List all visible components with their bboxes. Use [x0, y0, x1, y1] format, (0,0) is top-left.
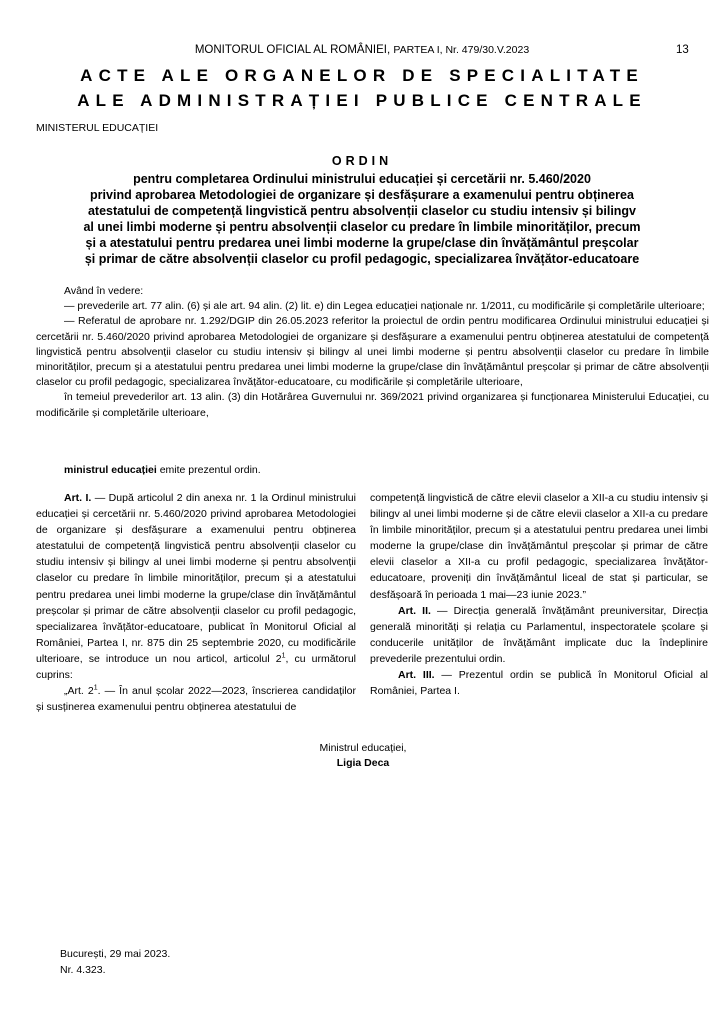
place-date: București, 29 mai 2023.	[60, 948, 171, 960]
article-2-1-continued: competență lingvistică de către elevii claselor a XII-a cu studiu intensiv și bilingv al unei limbi moderne și de către elevii claselor a XII-a cu predare în limbile minorităților, precum și a atestatului pentru predarea unei limbi moderne la grupe/clase din învățământul preșcolar și primar de către elevii claselor a XII-a cu profil pedagogic, specializarea învățător-educatoare, proveniți din învățământul liceal de stat și particular, se desfășoară în perioada 1 mai—23 iunie 2023.”	[370, 492, 708, 601]
order-title-line: al unei limbi moderne și pentru absolvenții claselor cu predare în limbile minorităților, precum	[83, 220, 641, 234]
emit-minister: ministrul educației	[64, 464, 157, 476]
right-column	[370, 490, 708, 699]
signature-role: Ministrul educației,	[319, 742, 407, 754]
order-title-line: pentru completarea Ordinului ministrului educației și cercetării nr. 5.460/2020	[133, 172, 591, 186]
order-title-line: și a atestatului pentru predarea unei limbi moderne la grupe/clase din învățământul preșcolar	[85, 236, 639, 250]
emit-text: emite prezentul ordin.	[156, 464, 261, 476]
order-title-line: și primar de către absolvenții claselor cu profil pedagogic, specializarea învățător-educatoare	[84, 252, 640, 266]
running-head-main: MONITORUL OFICIAL AL ROMÂNIEI,	[194, 44, 394, 56]
preamble-item-referat: — Referatul de aprobare nr. 1.292/DGIP din 26.05.2023 referitor la proiectul de ordin pentru modificarea Ordinului ministrului educației și cercetării nr. 5.460/2020 privind aprobarea Metodologiei de organizare și desfășurare a examenului pentru obținerea atestatului de competență lingvistică pentru absolvenții claselor cu studiu intensiv și bilingv al unei limbi moderne și pentru absolvenții claselor cu predare în limbile minorităților, precum și a atestatului pentru predarea unei limbi moderne la grupe/clase din învățământul preșcolar și primar de către absolvenții claselor cu profil pedagogic, specializarea învățător-educatoare, cu modificările și completările ulterioare,	[36, 315, 709, 389]
preamble-item-hg: în temeiul prevederilor art. 13 alin. (3) din Hotărârea Guvernului nr. 369/2021 privind organizarea și funcționarea Ministerului Educației, cu modificările și completările ulterioare,	[36, 391, 709, 419]
section-title-line-1: ACTE ALE ORGANELOR DE SPECIALITATE	[80, 66, 644, 85]
running-head-small: PARTEA I, Nr. 479/30.V.2023	[393, 44, 530, 56]
article-3	[370, 667, 708, 699]
article-2-text: — Direcția generală învățământ preuniversitar, Direcția generală minorități și relația cu Parlamentul, inspectoratele școlare și conducerile unităților de învățământ implicate duc la îndeplinire prevederile prezentului ordin.	[370, 604, 708, 665]
article-3-label: Art. III.	[398, 669, 435, 682]
order-heading: ORDIN	[331, 154, 393, 168]
article-2	[370, 603, 708, 667]
order-title-line: atestatului de competență lingvistică pentru absolvenții claselor cu studiu intensiv și bilingv	[87, 204, 637, 218]
preamble	[36, 284, 709, 421]
article-1	[36, 490, 356, 683]
preamble-item-law: — prevederile art. 77 alin. (6) și ale art. 94 alin. (2) lit. e) din Legea educației naționale nr. 1/2011, cu modificările și completările ulterioare;	[64, 300, 705, 313]
place-date-block	[60, 946, 170, 978]
signature-name: Ligia Deca	[336, 757, 390, 769]
running-header	[0, 44, 724, 56]
article-2-1-sup: 1	[93, 684, 98, 692]
left-column	[36, 490, 356, 715]
article-1-text: — După articolul 2 din anexa nr. 1 la Ordinul ministrului educației și cercetării nr. 5.460/2020 privind aprobarea Metodologiei de organizare și desfășurare a examenului pentru obținerea atestatului de competență lingvistică pentru absolvenții claselor cu studiu intensiv și bilingv al unei limbi moderne și pentru absolvenții claselor cu predare în limbile minorităților, precum și a atestatului pentru predarea unei limbi moderne la grupe/clase din învățământul preșcolar și primar de către absolvenții claselor cu profil pedagogic, specializarea învățător-educatoare, publicat în Monitorul Oficial al României, Partea I, nr. 875 din 25 septembrie 2020, cu modificările ulterioare, se introduce un nou articol, articolul 2	[36, 492, 356, 665]
article-2-1-start	[36, 683, 356, 715]
article-1-sup: 1	[281, 652, 286, 660]
signature-block	[200, 741, 526, 771]
page-number: 13	[676, 44, 689, 56]
order-title-line: privind aprobarea Metodologiei de organizare și desfășurare a examenului pentru obținerea	[90, 188, 634, 202]
article-2-1-prefix: „Art. 2	[64, 685, 94, 698]
preamble-intro: Având în vedere:	[64, 285, 144, 297]
order-number: Nr. 4.323.	[60, 964, 106, 976]
article-2-1-text: . — În anul școlar 2022—2023, înscrierea candidaților și susținerea examenului pentru obținerea atestatului de	[36, 685, 357, 714]
article-2-label: Art. II.	[398, 604, 431, 617]
article-3-text: — Prezentul ordin se publică în Monitorul Oficial al României, Partea I.	[370, 669, 708, 698]
emit-statement	[64, 464, 261, 476]
article-1-label: Art. I.	[64, 492, 92, 504]
ministry-name: MINISTERUL EDUCAȚIEI	[36, 122, 159, 134]
section-title-line-2: ALE ADMINISTRAȚIEI PUBLICE CENTRALE	[77, 91, 647, 110]
article-1-text-end: , cu următorul cuprins:	[36, 652, 356, 682]
order-title	[0, 171, 724, 267]
